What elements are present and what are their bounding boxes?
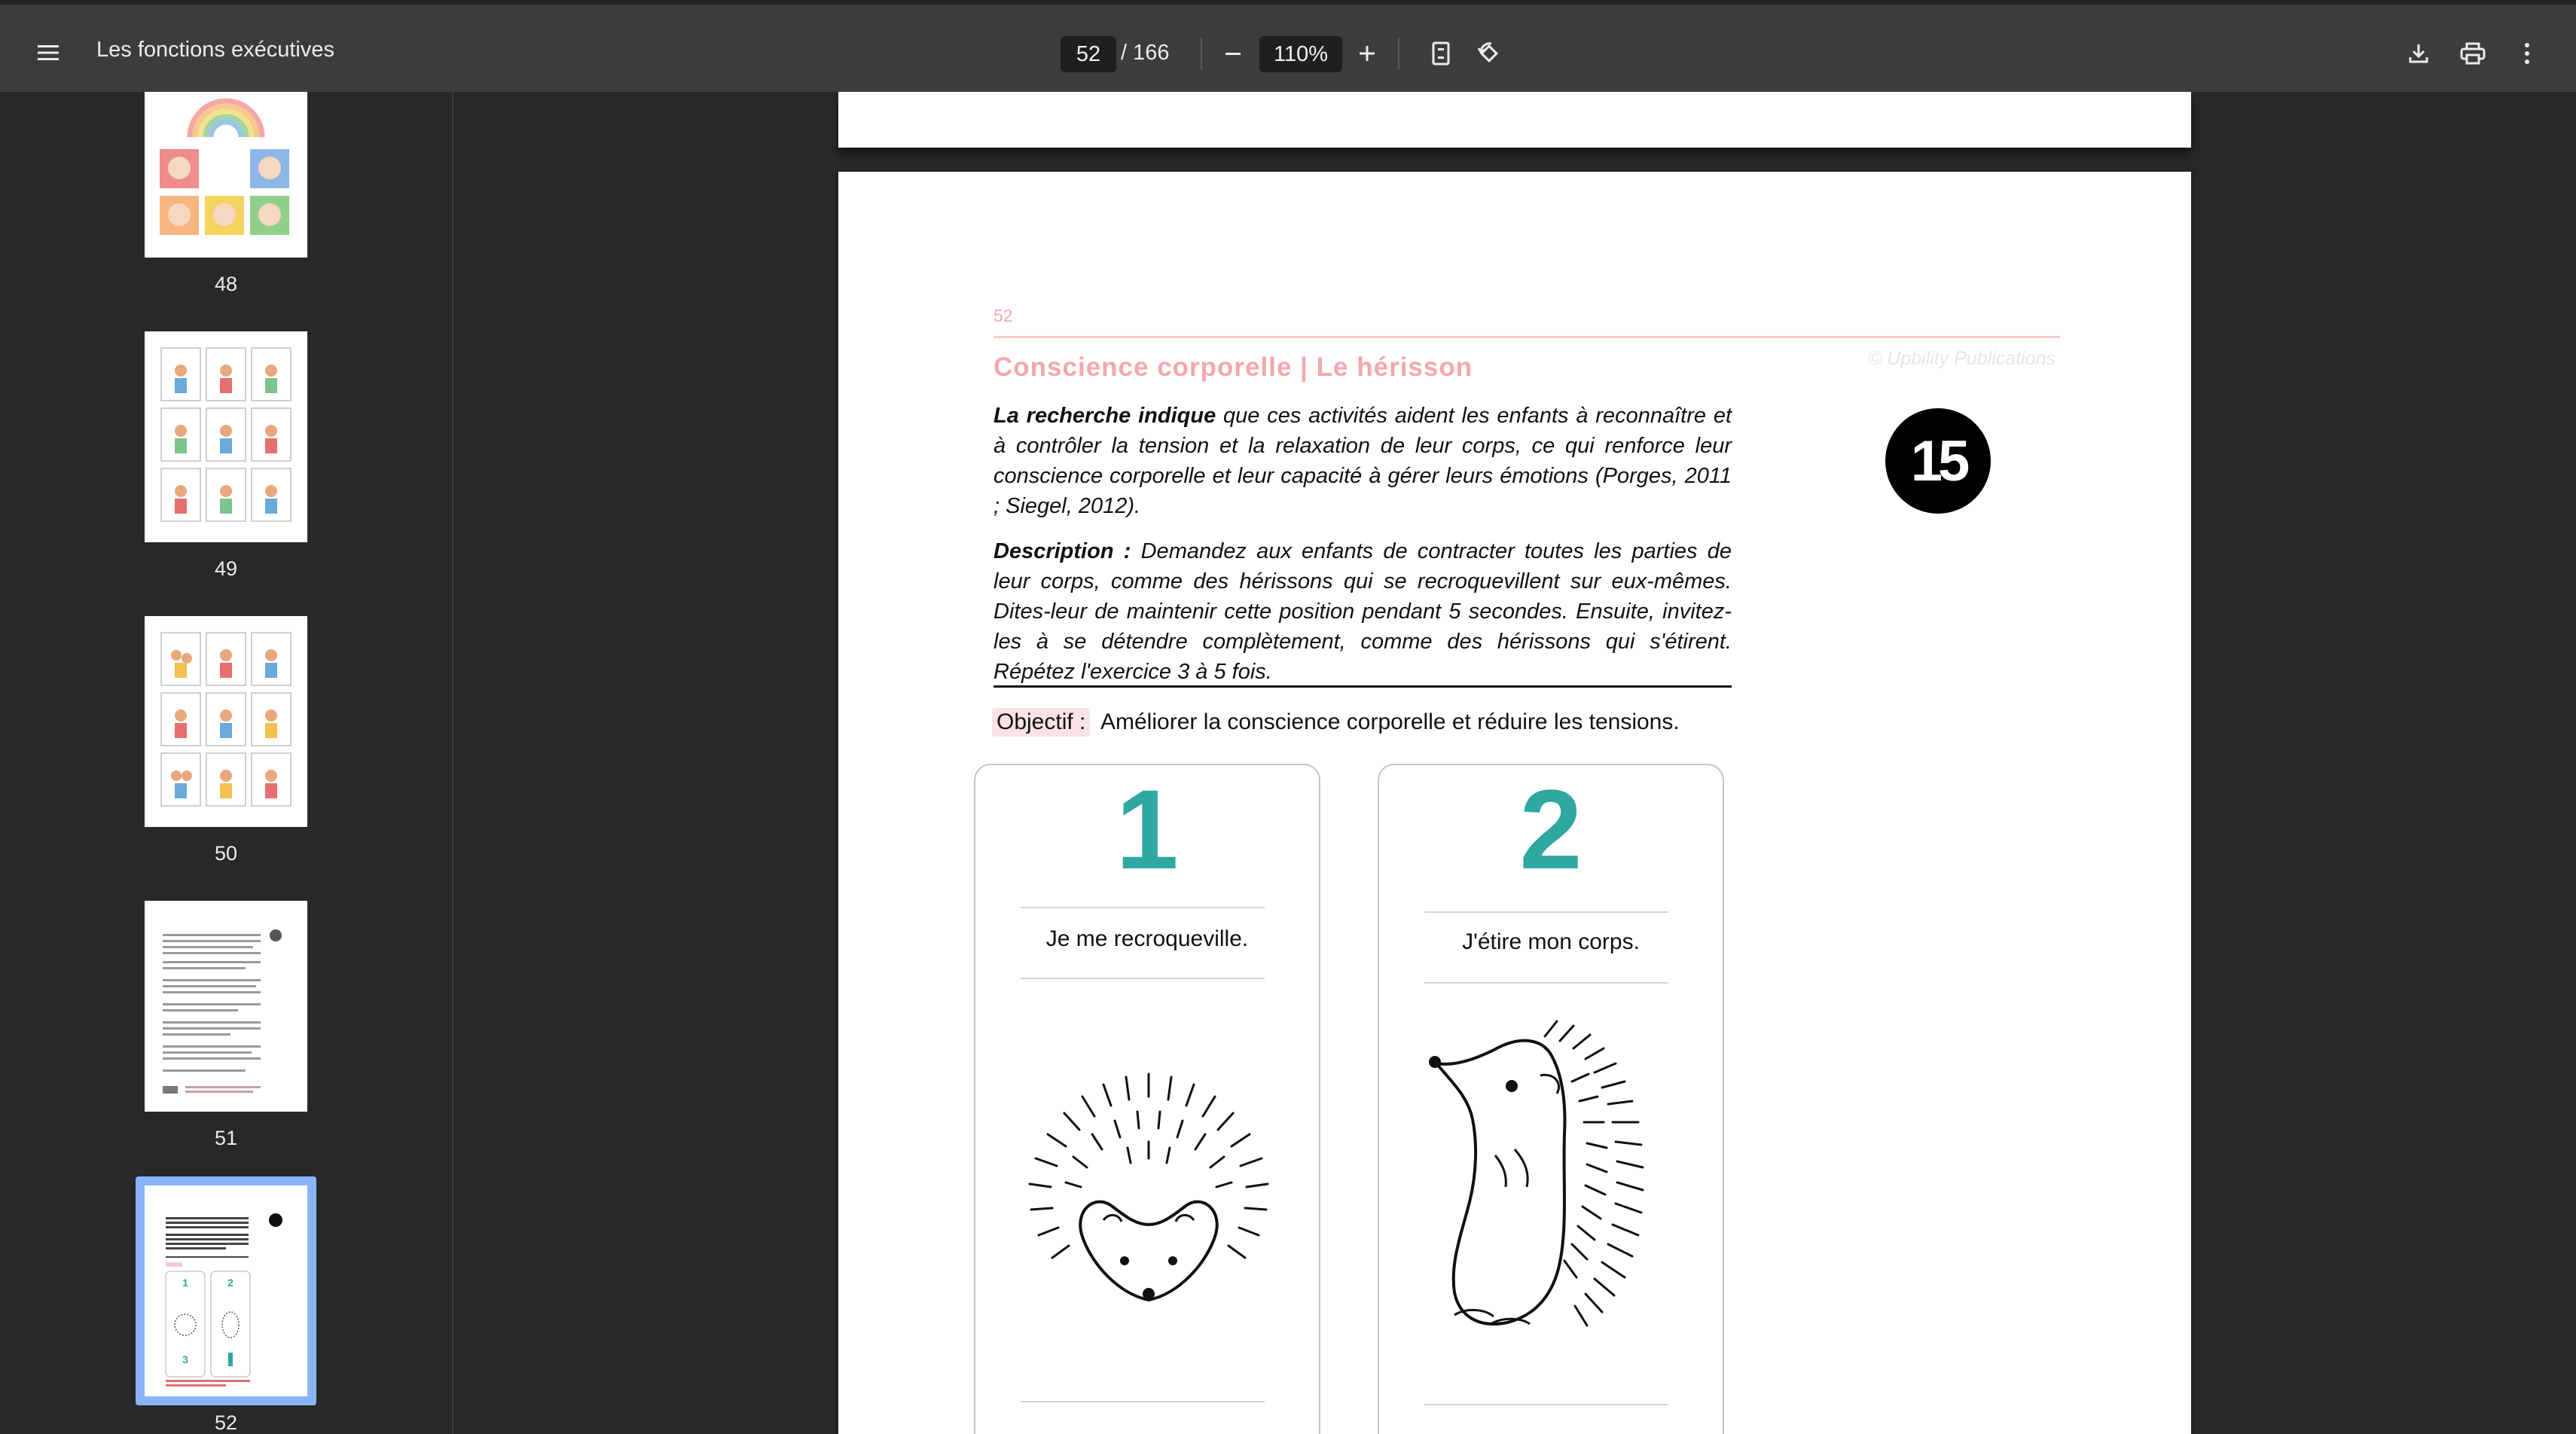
svg-text:1: 1: [182, 1277, 188, 1289]
fit-page-icon: [1431, 41, 1451, 66]
more-options-button[interactable]: [2508, 35, 2546, 72]
more-vert-icon: [2523, 42, 2531, 65]
card-rule: [1424, 1404, 1668, 1405]
description-paragraph: [993, 536, 1732, 687]
objective-text: Améliorer la conscience corporelle et réduire les tensions.: [1100, 709, 1680, 734]
card-rule: [1424, 911, 1668, 913]
thumbnail-label: 52: [214, 1411, 238, 1434]
exercise-card-1: [974, 764, 1320, 1434]
rotate-icon: [1476, 41, 1502, 66]
menu-button[interactable]: [27, 32, 69, 74]
card-rule: [1424, 982, 1668, 984]
hedgehog-page-thumbnail: [145, 1185, 307, 1396]
zoom-in-icon: [1357, 44, 1377, 63]
research-text: que ces activités aident les enfants à reconnaître et à contrôler la tension et la relaxation de leur corps, ce qui renforce leur conscience corporelle et leur capacité à gérer leurs émotions (Porges, 2011 ; Siegel, 2012).: [993, 404, 1732, 518]
zoom-in-button[interactable]: [1348, 35, 1386, 72]
svg-text:2: 2: [227, 1277, 233, 1289]
menu-icon: [36, 44, 60, 62]
zoom-out-icon: [1223, 44, 1243, 63]
thumbnail-page-52[interactable]: [145, 1185, 307, 1396]
exercise-card-2: [1378, 764, 1724, 1434]
thumbnail-label: 48: [214, 273, 238, 295]
zoom-level-input[interactable]: [1259, 36, 1342, 72]
thumbnail-label: 49: [214, 557, 238, 580]
card-number: 2: [1519, 766, 1583, 892]
zoom-out-button[interactable]: [1214, 35, 1252, 72]
illustration-grid-thumbnail: [145, 616, 307, 827]
thumbnail-page-50[interactable]: [145, 616, 307, 827]
illustration-grid-thumbnail: [145, 331, 307, 542]
document-title: Les fonctions exécutives: [96, 38, 334, 62]
thumbnail-page-48[interactable]: [145, 92, 307, 258]
card-caption: Je me recroqueville.: [1045, 926, 1249, 951]
page-number-input[interactable]: [1061, 36, 1116, 72]
document-viewer[interactable]: [453, 92, 2576, 1434]
page-number: 52: [993, 306, 1013, 325]
card-rule: [1021, 1401, 1265, 1402]
svg-text:3: 3: [182, 1353, 188, 1365]
card-caption: J'étire mon corps.: [1462, 929, 1640, 954]
toolbar-divider: [1398, 38, 1399, 69]
thumbnail-page-49[interactable]: [145, 331, 307, 542]
research-lead: La recherche indique: [993, 404, 1216, 428]
card-number: 1: [1116, 766, 1179, 892]
curled-hedgehog-illustration: [998, 1066, 1299, 1315]
download-icon: [2408, 42, 2429, 65]
card-rule: [1021, 978, 1265, 979]
previous-page-bottom: [838, 92, 2191, 148]
download-button[interactable]: [2400, 35, 2437, 72]
thumbnail-sidebar[interactable]: [0, 92, 453, 1434]
thumbnail-label: 51: [214, 1127, 238, 1149]
thumbnail-label: 50: [214, 842, 238, 865]
print-button[interactable]: [2452, 35, 2493, 72]
fit-page-button[interactable]: [1422, 35, 1460, 72]
research-paragraph: [993, 401, 1732, 521]
text-page-thumbnail: [145, 901, 307, 1112]
objective-label: Objectif :: [992, 708, 1090, 737]
card-rule: [1021, 907, 1265, 908]
rotate-button[interactable]: [1470, 35, 1508, 72]
page-total: / 166: [1121, 41, 1170, 65]
description-text: Demandez aux enfants de contracter toutes les parties de leur corps, comme des hérissons qui se recroquevillent sur eux-mêmes. Dites-leur de maintenir cette position pendant 5 secondes. Ensuite, invitez-les à se détendre complètement, comme des hérissons qui s'étirent. Répétez l'exercice 3 à 5 fois.: [993, 539, 1732, 684]
print-icon: [2460, 42, 2486, 65]
section-title: Conscience corporelle | Le hérisson: [993, 352, 1473, 382]
thumbnail-page-51[interactable]: [145, 901, 307, 1112]
description-lead: Description :: [993, 539, 1131, 563]
rainbow-emotions-thumbnail: [145, 92, 307, 258]
toolbar: [0, 0, 2576, 92]
exercise-number-badge: 15: [1885, 408, 1991, 514]
toolbar-divider: [1201, 38, 1202, 69]
header-rule: [993, 336, 2060, 338]
section-divider: [993, 685, 1732, 688]
copyright-text: © Upbility Publications: [1867, 348, 2056, 369]
pdf-page-52: [838, 172, 2191, 1434]
stretching-hedgehog-illustration: [1424, 1014, 1695, 1360]
